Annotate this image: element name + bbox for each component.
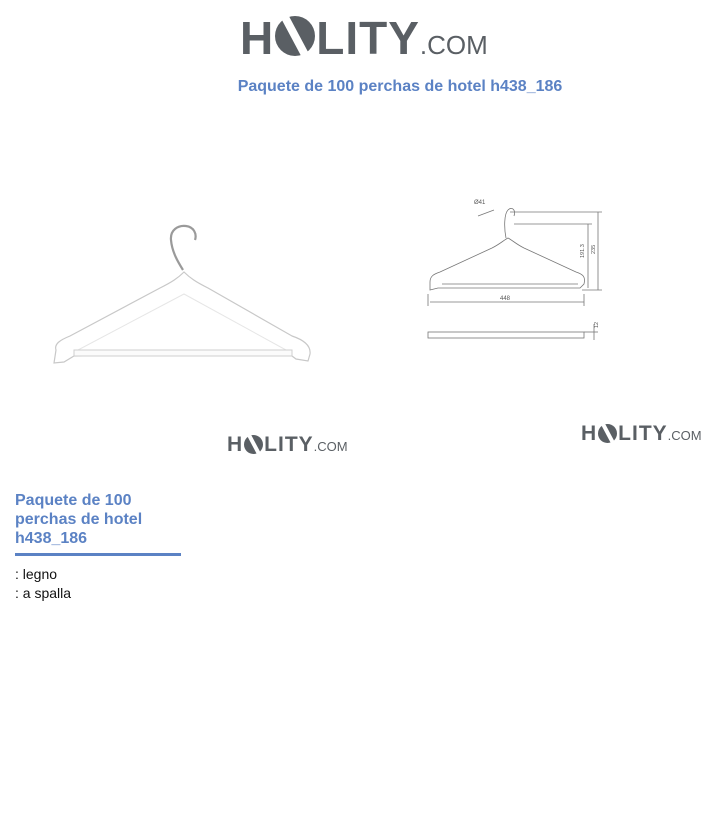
technical-drawing — [422, 194, 612, 354]
dim-width-label: 448 — [500, 296, 511, 302]
logo-text-end: LITY — [264, 433, 314, 456]
dim-diameter-label: Ø41 — [474, 200, 486, 206]
logo-text-start: H — [227, 433, 244, 456]
product-photo — [50, 222, 315, 367]
brand-logo-photo — [227, 432, 348, 455]
logo-o-mark-icon — [275, 16, 315, 56]
logo-o-mark-icon — [598, 424, 617, 443]
dim-inner-height-label: 191.3 — [580, 244, 586, 258]
logo-text-end: LITY — [316, 12, 420, 64]
logo-text-start: H — [240, 12, 275, 64]
brand-logo[interactable] — [240, 12, 488, 64]
dim-thickness-label: 12 — [594, 321, 600, 328]
logo-domain: .COM — [419, 30, 488, 60]
attribute-list — [15, 565, 71, 603]
title-divider — [15, 553, 181, 556]
page-title: Paquete de 100 perchas de hotel h438_186 — [237, 78, 563, 95]
attribute-shape: : a spalla — [15, 585, 72, 601]
logo-text-end: LITY — [618, 422, 668, 445]
logo-o-mark-icon — [244, 435, 263, 454]
logo-domain: .COM — [667, 428, 702, 443]
brand-logo-drawing — [581, 421, 702, 444]
product-title: Paquete de 100 perchas de hotel h438_186 — [15, 492, 143, 547]
attribute-material: : legno — [15, 566, 58, 582]
dim-total-height-label: 235 — [591, 244, 597, 254]
logo-domain: .COM — [313, 439, 348, 454]
logo-text-start: H — [581, 422, 598, 445]
